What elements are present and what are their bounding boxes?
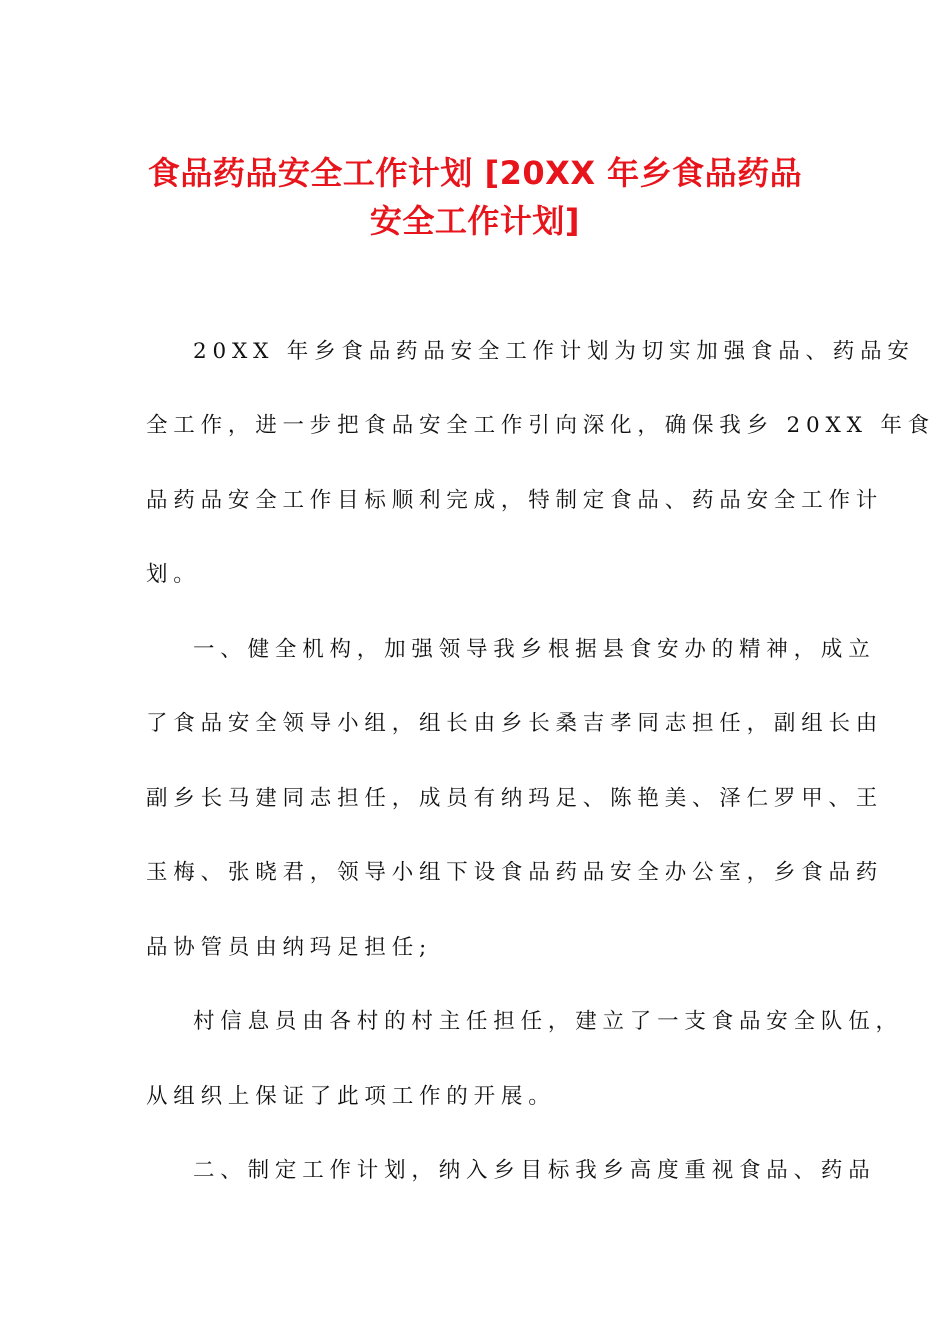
body-line: 品协管员由纳玛足担任; <box>146 935 433 960</box>
body-line: 村信息员由各村的村主任担任，建立了一支食品安全队伍， <box>193 1009 903 1034</box>
body-line: 全工作，进一步把食品安全工作引向深化，确保我乡 20XX 年食 <box>146 413 935 438</box>
body-line: 从组织上保证了此项工作的开展。 <box>146 1084 556 1109</box>
body-line: 划。 <box>146 562 201 587</box>
document-title-line-1: 食品药品安全工作计划 [20XX 年乡食品药品 <box>147 154 803 192</box>
body-line: 一、健全机构，加强领导我乡根据县食安办的精神，成立 <box>193 637 876 662</box>
body-line: 玉梅、张晓君，领导小组下设食品药品安全办公室，乡食品药 <box>146 860 884 885</box>
body-line: 副乡长马建同志担任，成员有纳玛足、陈艳美、泽仁罗甲、王 <box>146 786 884 811</box>
body-line: 了食品安全领导小组，组长由乡长桑吉孝同志担任，副组长由 <box>146 711 884 736</box>
document-title-line-2: 安全工作计划] <box>369 202 581 240</box>
body-line: 20XX 年乡食品药品安全工作计划为切实加强食品、药品安 <box>193 339 915 364</box>
body-line: 品药品安全工作目标顺利完成，特制定食品、药品安全工作计 <box>146 488 884 513</box>
body-line: 二、制定工作计划，纳入乡目标我乡高度重视食品、药品 <box>193 1158 876 1183</box>
